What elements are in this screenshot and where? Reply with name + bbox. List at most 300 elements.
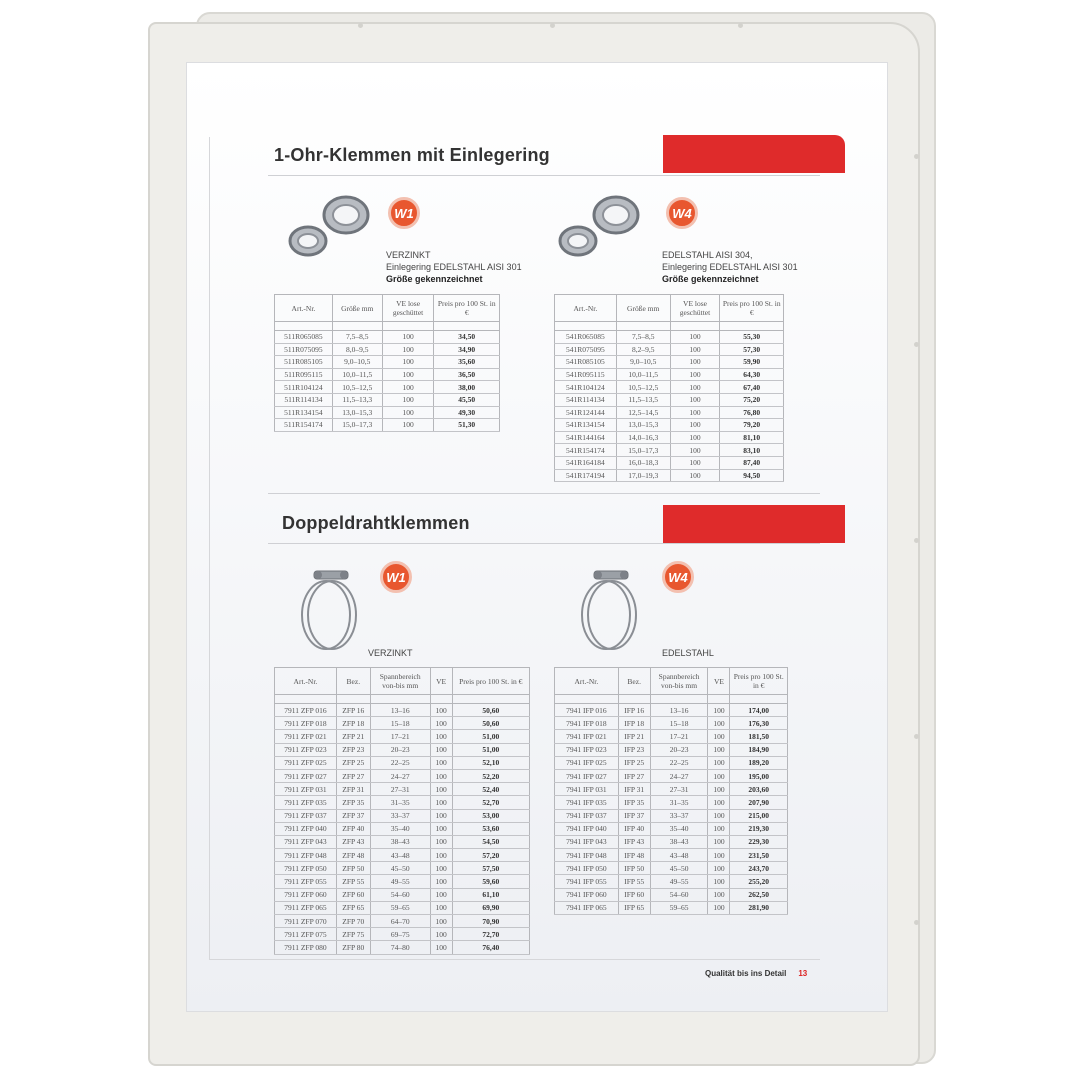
- table-cell: 100: [430, 862, 452, 875]
- table-cell: 10,5–12,5: [332, 381, 382, 394]
- table-cell: 34,90: [434, 343, 500, 356]
- table-cell: 8,0–9,5: [332, 343, 382, 356]
- table-row: [275, 796, 530, 809]
- double-wire-clamp-image: [296, 561, 360, 653]
- table-cell: 38–43: [370, 835, 430, 848]
- table-cell: 15,0–17,3: [616, 444, 670, 457]
- table-cell: 45–50: [370, 862, 430, 875]
- table-cell: 7941 IFP 018: [555, 717, 619, 730]
- table-cell: 100: [430, 915, 452, 928]
- table-cell: ZFP 75: [336, 928, 370, 941]
- table-cell: 100: [430, 875, 452, 888]
- double-wire-clamp-image: [576, 561, 640, 653]
- table-cell: 20–23: [370, 743, 430, 756]
- table-cell: 541R104124: [555, 381, 617, 394]
- table-cell: 100: [670, 406, 720, 419]
- table-cell: 70,90: [452, 915, 529, 928]
- table-cell: 24–27: [650, 769, 708, 782]
- table-cell: 10,0–11,5: [616, 368, 670, 381]
- table-cell: 184,90: [730, 743, 788, 756]
- table-cell: 57,50: [452, 862, 529, 875]
- table-header-cell: Größe mm: [332, 295, 382, 322]
- table-cell: 511R085105: [275, 356, 333, 369]
- table-cell: 100: [670, 431, 720, 444]
- quality-badge-w4: W4: [666, 197, 698, 229]
- table-cell: IFP 65: [618, 901, 650, 914]
- catalog-sheet: [186, 62, 888, 1012]
- table-row: [275, 717, 530, 730]
- table-cell: 7911 ZFP 060: [275, 888, 337, 901]
- table-cell: IFP 18: [618, 717, 650, 730]
- table-cell: ZFP 48: [336, 849, 370, 862]
- table-cell: 76,80: [720, 406, 784, 419]
- table-cell: 511R075095: [275, 343, 333, 356]
- caption-line: VERZINKT: [386, 250, 431, 260]
- table-cell: 7911 ZFP 040: [275, 822, 337, 835]
- table-cell: 100: [382, 368, 434, 381]
- table-cell: 43–48: [370, 849, 430, 862]
- table-cell: 100: [430, 756, 452, 769]
- table-row: [275, 849, 530, 862]
- table-cell: 7911 ZFP 050: [275, 862, 337, 875]
- table-cell: 81,10: [720, 431, 784, 444]
- table-row: [275, 343, 500, 356]
- table-cell: 69,90: [452, 901, 529, 914]
- table-header-cell: Preis pro 100 St. in €: [730, 668, 788, 695]
- table-cell: 22–25: [650, 756, 708, 769]
- quality-badge-w4: W4: [662, 561, 694, 593]
- table-cell: ZFP 31: [336, 783, 370, 796]
- table-row: [555, 901, 788, 914]
- table-cell: IFP 27: [618, 769, 650, 782]
- table-row: [555, 356, 784, 369]
- table-cell: 100: [430, 941, 452, 954]
- table-cell: 181,50: [730, 730, 788, 743]
- table-cell: 7911 ZFP 043: [275, 835, 337, 848]
- table-cell: ZFP 25: [336, 756, 370, 769]
- table-cell: 94,50: [720, 469, 784, 482]
- table-cell: 7911 ZFP 025: [275, 756, 337, 769]
- table-cell: 7941 IFP 065: [555, 901, 619, 914]
- table-cell: 511R104124: [275, 381, 333, 394]
- divider: [268, 493, 820, 494]
- table-cell: 255,20: [730, 875, 788, 888]
- table-cell: 45–50: [650, 862, 708, 875]
- table-cell: 541R114134: [555, 393, 617, 406]
- table-row: [275, 862, 530, 875]
- table-cell: 64–70: [370, 915, 430, 928]
- table-cell: ZFP 55: [336, 875, 370, 888]
- table-cell: 33–37: [370, 809, 430, 822]
- table-cell: 189,20: [730, 756, 788, 769]
- table-row: [555, 756, 788, 769]
- table-cell: 100: [430, 769, 452, 782]
- table-cell: 207,90: [730, 796, 788, 809]
- table-cell: 7911 ZFP 031: [275, 783, 337, 796]
- table-cell: IFP 23: [618, 743, 650, 756]
- table-cell: 59,60: [452, 875, 529, 888]
- table-cell: 7911 ZFP 023: [275, 743, 337, 756]
- table-cell: 7941 IFP 060: [555, 888, 619, 901]
- table-row: [555, 419, 784, 432]
- table-cell: 52,10: [452, 756, 529, 769]
- table-cell: 100: [430, 783, 452, 796]
- table-cell: 100: [670, 356, 720, 369]
- table-cell: 511R095115: [275, 368, 333, 381]
- table-cell: ZFP 50: [336, 862, 370, 875]
- table-cell: 20–23: [650, 743, 708, 756]
- table-cell: 59–65: [650, 901, 708, 914]
- table-cell: 43–48: [650, 849, 708, 862]
- table-cell: 219,30: [730, 822, 788, 835]
- product-caption: VERZINKT: [368, 648, 413, 658]
- table-cell: ZFP 18: [336, 717, 370, 730]
- table-cell: 541R154174: [555, 444, 617, 457]
- table-cell: 38–43: [650, 835, 708, 848]
- table-cell: 15–18: [370, 717, 430, 730]
- table-cell: 11,5–13,3: [332, 393, 382, 406]
- table-header-cell: Preis pro 100 St. in €: [452, 668, 529, 695]
- table-cell: 67,40: [720, 381, 784, 394]
- table-cell: 52,70: [452, 796, 529, 809]
- table-row: [275, 809, 530, 822]
- table-cell: 34,50: [434, 331, 500, 344]
- table-cell: 16,0–18,3: [616, 456, 670, 469]
- table-cell: 69–75: [370, 928, 430, 941]
- table-cell: 50,60: [452, 717, 529, 730]
- table-cell: 100: [708, 888, 730, 901]
- table-row: [275, 381, 500, 394]
- table-cell: ZFP 40: [336, 822, 370, 835]
- table-cell: 176,30: [730, 717, 788, 730]
- table-cell: 541R095115: [555, 368, 617, 381]
- table-cell: IFP 50: [618, 862, 650, 875]
- table-row: [275, 888, 530, 901]
- table-cell: 100: [708, 809, 730, 822]
- table-cell: 511R154174: [275, 419, 333, 432]
- table-cell: 174,00: [730, 704, 788, 717]
- table-row: [275, 822, 530, 835]
- table-cell: 52,40: [452, 783, 529, 796]
- table-cell: IFP 21: [618, 730, 650, 743]
- table-cell: 14,0–16,3: [616, 431, 670, 444]
- ear-clamp-image: [286, 189, 380, 261]
- table-row: [275, 928, 530, 941]
- table-cell: 262,50: [730, 888, 788, 901]
- table-cell: 100: [670, 331, 720, 344]
- table-cell: 49,30: [434, 406, 500, 419]
- table-row: [555, 888, 788, 901]
- table-cell: 54–60: [370, 888, 430, 901]
- table-cell: 7941 IFP 035: [555, 796, 619, 809]
- table-cell: 195,00: [730, 769, 788, 782]
- table-row: [555, 331, 784, 344]
- table-cell: 100: [708, 756, 730, 769]
- table-row: [275, 406, 500, 419]
- table-cell: 100: [708, 822, 730, 835]
- caption-bold: Größe gekennzeichnet: [386, 274, 483, 284]
- table-cell: 51,00: [452, 743, 529, 756]
- table-cell: 7941 IFP 043: [555, 835, 619, 848]
- table-cell: 100: [708, 796, 730, 809]
- table-cell: 15,0–17,3: [332, 419, 382, 432]
- table-row: [275, 331, 500, 344]
- table-cell: 9,0–10,5: [332, 356, 382, 369]
- table-cell: 100: [670, 456, 720, 469]
- table-cell: 12,5–14,5: [616, 406, 670, 419]
- table-cell: IFP 25: [618, 756, 650, 769]
- frame-hole: [738, 23, 743, 28]
- product-caption: EDELSTAHL: [662, 648, 714, 658]
- table-cell: IFP 43: [618, 835, 650, 848]
- table-cell: 511R065085: [275, 331, 333, 344]
- table-row: [275, 419, 500, 432]
- table-cell: 100: [708, 769, 730, 782]
- table-cell: 203,60: [730, 783, 788, 796]
- table-row: [275, 730, 530, 743]
- table-row: [275, 901, 530, 914]
- quality-badge-w1: W1: [380, 561, 412, 593]
- table-header-cell: Größe mm: [616, 295, 670, 322]
- table-cell: 541R144164: [555, 431, 617, 444]
- table-header-cell: Art.-Nr.: [275, 668, 337, 695]
- frame-hole: [914, 538, 919, 543]
- table-row: [555, 822, 788, 835]
- table-cell: 27–31: [650, 783, 708, 796]
- table-cell: 75,20: [720, 393, 784, 406]
- table-cell: 100: [430, 849, 452, 862]
- table-row: [275, 875, 530, 888]
- table-row: [555, 835, 788, 848]
- table-cell: 7911 ZFP 035: [275, 796, 337, 809]
- table-cell: IFP 40: [618, 822, 650, 835]
- table-cell: 72,70: [452, 928, 529, 941]
- table-cell: 100: [430, 901, 452, 914]
- table-cell: ZFP 80: [336, 941, 370, 954]
- table-cell: 100: [708, 875, 730, 888]
- table-row: [555, 809, 788, 822]
- table-cell: 7941 IFP 050: [555, 862, 619, 875]
- table-row: [275, 835, 530, 848]
- table-row: [555, 730, 788, 743]
- table-header-cell: VE: [430, 668, 452, 695]
- table-cell: 64,30: [720, 368, 784, 381]
- table-cell: 281,90: [730, 901, 788, 914]
- table-cell: 7911 ZFP 080: [275, 941, 337, 954]
- table-cell: 24–27: [370, 769, 430, 782]
- table-cell: 51,30: [434, 419, 500, 432]
- price-table: [554, 667, 788, 915]
- table-header-cell: Art.-Nr.: [275, 295, 333, 322]
- table-cell: 50,60: [452, 704, 529, 717]
- table-cell: 541R085105: [555, 356, 617, 369]
- table-header-cell: Art.-Nr.: [555, 295, 617, 322]
- table-cell: 17–21: [650, 730, 708, 743]
- table-header-cell: VE lose geschüttet: [382, 295, 434, 322]
- table-cell: 229,30: [730, 835, 788, 848]
- table-cell: 36,50: [434, 368, 500, 381]
- table-cell: 13–16: [650, 704, 708, 717]
- table-cell: 243,70: [730, 862, 788, 875]
- table-cell: 100: [670, 381, 720, 394]
- product-caption: [386, 249, 522, 285]
- table-cell: 100: [708, 743, 730, 756]
- table-cell: 100: [382, 331, 434, 344]
- table-cell: 31–35: [650, 796, 708, 809]
- table-cell: 215,00: [730, 809, 788, 822]
- table-cell: 541R134154: [555, 419, 617, 432]
- table-cell: 100: [430, 796, 452, 809]
- table-cell: 7941 IFP 031: [555, 783, 619, 796]
- table-row: [555, 743, 788, 756]
- table-cell: 100: [430, 743, 452, 756]
- section-title: 1-Ohr-Klemmen mit Einlegering: [274, 145, 550, 165]
- table-cell: 7911 ZFP 065: [275, 901, 337, 914]
- table-cell: 53,00: [452, 809, 529, 822]
- table-cell: 100: [708, 717, 730, 730]
- table-cell: 54,50: [452, 835, 529, 848]
- table-cell: 511R114134: [275, 393, 333, 406]
- table-row: [275, 356, 500, 369]
- table-cell: 57,30: [720, 343, 784, 356]
- table-cell: 57,20: [452, 849, 529, 862]
- table-row: [275, 368, 500, 381]
- price-table: [554, 294, 784, 482]
- table-cell: 7,5–8,5: [616, 331, 670, 344]
- table-cell: 7911 ZFP 016: [275, 704, 337, 717]
- table-cell: 100: [382, 343, 434, 356]
- table-row: [555, 717, 788, 730]
- caption-line: Einlegering EDELSTAHL AISI 301: [386, 262, 522, 272]
- table-cell: 100: [430, 809, 452, 822]
- table-cell: ZFP 65: [336, 901, 370, 914]
- table-cell: 83,10: [720, 444, 784, 457]
- table-cell: 100: [670, 469, 720, 482]
- table-row: [555, 381, 784, 394]
- frame-hole: [914, 342, 919, 347]
- ear-clamp-image: [556, 189, 650, 261]
- section-title: Doppeldrahtklemmen: [282, 513, 470, 533]
- table-cell: 100: [708, 849, 730, 862]
- table-cell: 100: [708, 783, 730, 796]
- table-header-cell: Bez.: [336, 668, 370, 695]
- table-cell: ZFP 23: [336, 743, 370, 756]
- table-row: [275, 783, 530, 796]
- table-row: [555, 849, 788, 862]
- table-cell: 49–55: [650, 875, 708, 888]
- table-cell: 9,0–10,5: [616, 356, 670, 369]
- table-cell: 13,0–15,3: [616, 419, 670, 432]
- table-cell: 7941 IFP 048: [555, 849, 619, 862]
- table-cell: 17–21: [370, 730, 430, 743]
- table-cell: 100: [430, 822, 452, 835]
- table-cell: ZFP 43: [336, 835, 370, 848]
- table-cell: 541R124144: [555, 406, 617, 419]
- table-row: [555, 456, 784, 469]
- table-cell: ZFP 60: [336, 888, 370, 901]
- table-cell: 7941 IFP 021: [555, 730, 619, 743]
- table-cell: ZFP 37: [336, 809, 370, 822]
- table-cell: 100: [382, 356, 434, 369]
- table-header-cell: Bez.: [618, 668, 650, 695]
- table-cell: ZFP 21: [336, 730, 370, 743]
- table-header-cell: Spannbereich von-bis mm: [650, 668, 708, 695]
- table-cell: IFP 16: [618, 704, 650, 717]
- table-row: [555, 444, 784, 457]
- table-cell: 53,60: [452, 822, 529, 835]
- table-cell: 100: [430, 928, 452, 941]
- table-cell: 11,5–13,5: [616, 393, 670, 406]
- table-cell: 100: [430, 730, 452, 743]
- table-cell: 74–80: [370, 941, 430, 954]
- section-accent-bar: [663, 505, 845, 543]
- table-cell: 7941 IFP 037: [555, 809, 619, 822]
- table-header-cell: VE: [708, 668, 730, 695]
- table-row: [555, 368, 784, 381]
- table-cell: 10,5–12,5: [616, 381, 670, 394]
- table-cell: 100: [430, 704, 452, 717]
- page-footer: [705, 969, 807, 978]
- table-cell: ZFP 35: [336, 796, 370, 809]
- page-number: 13: [798, 969, 808, 978]
- table-row: [275, 756, 530, 769]
- table-header-cell: Preis pro 100 St. in €: [720, 295, 784, 322]
- table-cell: 7941 IFP 055: [555, 875, 619, 888]
- table-row: [275, 915, 530, 928]
- table-cell: 7911 ZFP 027: [275, 769, 337, 782]
- table-cell: 7911 ZFP 048: [275, 849, 337, 862]
- frame-hole: [550, 23, 555, 28]
- table-cell: 76,40: [452, 941, 529, 954]
- table-cell: 100: [708, 704, 730, 717]
- table-header-cell: Art.-Nr.: [555, 668, 619, 695]
- table-cell: 7911 ZFP 018: [275, 717, 337, 730]
- table-row: [555, 783, 788, 796]
- table-cell: 22–25: [370, 756, 430, 769]
- table-cell: 7911 ZFP 037: [275, 809, 337, 822]
- table-cell: 7911 ZFP 070: [275, 915, 337, 928]
- table-cell: 100: [670, 393, 720, 406]
- table-cell: 100: [670, 444, 720, 457]
- table-row: [275, 743, 530, 756]
- table-row: [555, 343, 784, 356]
- table-row: [555, 469, 784, 482]
- table-cell: 100: [430, 717, 452, 730]
- table-cell: 7941 IFP 023: [555, 743, 619, 756]
- table-row: [275, 769, 530, 782]
- table-cell: 35–40: [650, 822, 708, 835]
- price-table: [274, 667, 530, 955]
- table-cell: 31–35: [370, 796, 430, 809]
- table-cell: 17,0–19,3: [616, 469, 670, 482]
- table-cell: 8,2–9,5: [616, 343, 670, 356]
- table-cell: 7911 ZFP 075: [275, 928, 337, 941]
- frame-hole: [914, 154, 919, 159]
- table-cell: ZFP 27: [336, 769, 370, 782]
- table-cell: 7,5–8,5: [332, 331, 382, 344]
- table-cell: 100: [382, 419, 434, 432]
- frame-hole: [358, 23, 363, 28]
- table-cell: 38,00: [434, 381, 500, 394]
- table-cell: 13–16: [370, 704, 430, 717]
- table-cell: IFP 31: [618, 783, 650, 796]
- table-cell: 59,90: [720, 356, 784, 369]
- table-cell: 100: [708, 901, 730, 914]
- table-cell: IFP 37: [618, 809, 650, 822]
- table-cell: 59–65: [370, 901, 430, 914]
- caption-bold: Größe gekennzeichnet: [662, 274, 759, 284]
- table-row: [275, 941, 530, 954]
